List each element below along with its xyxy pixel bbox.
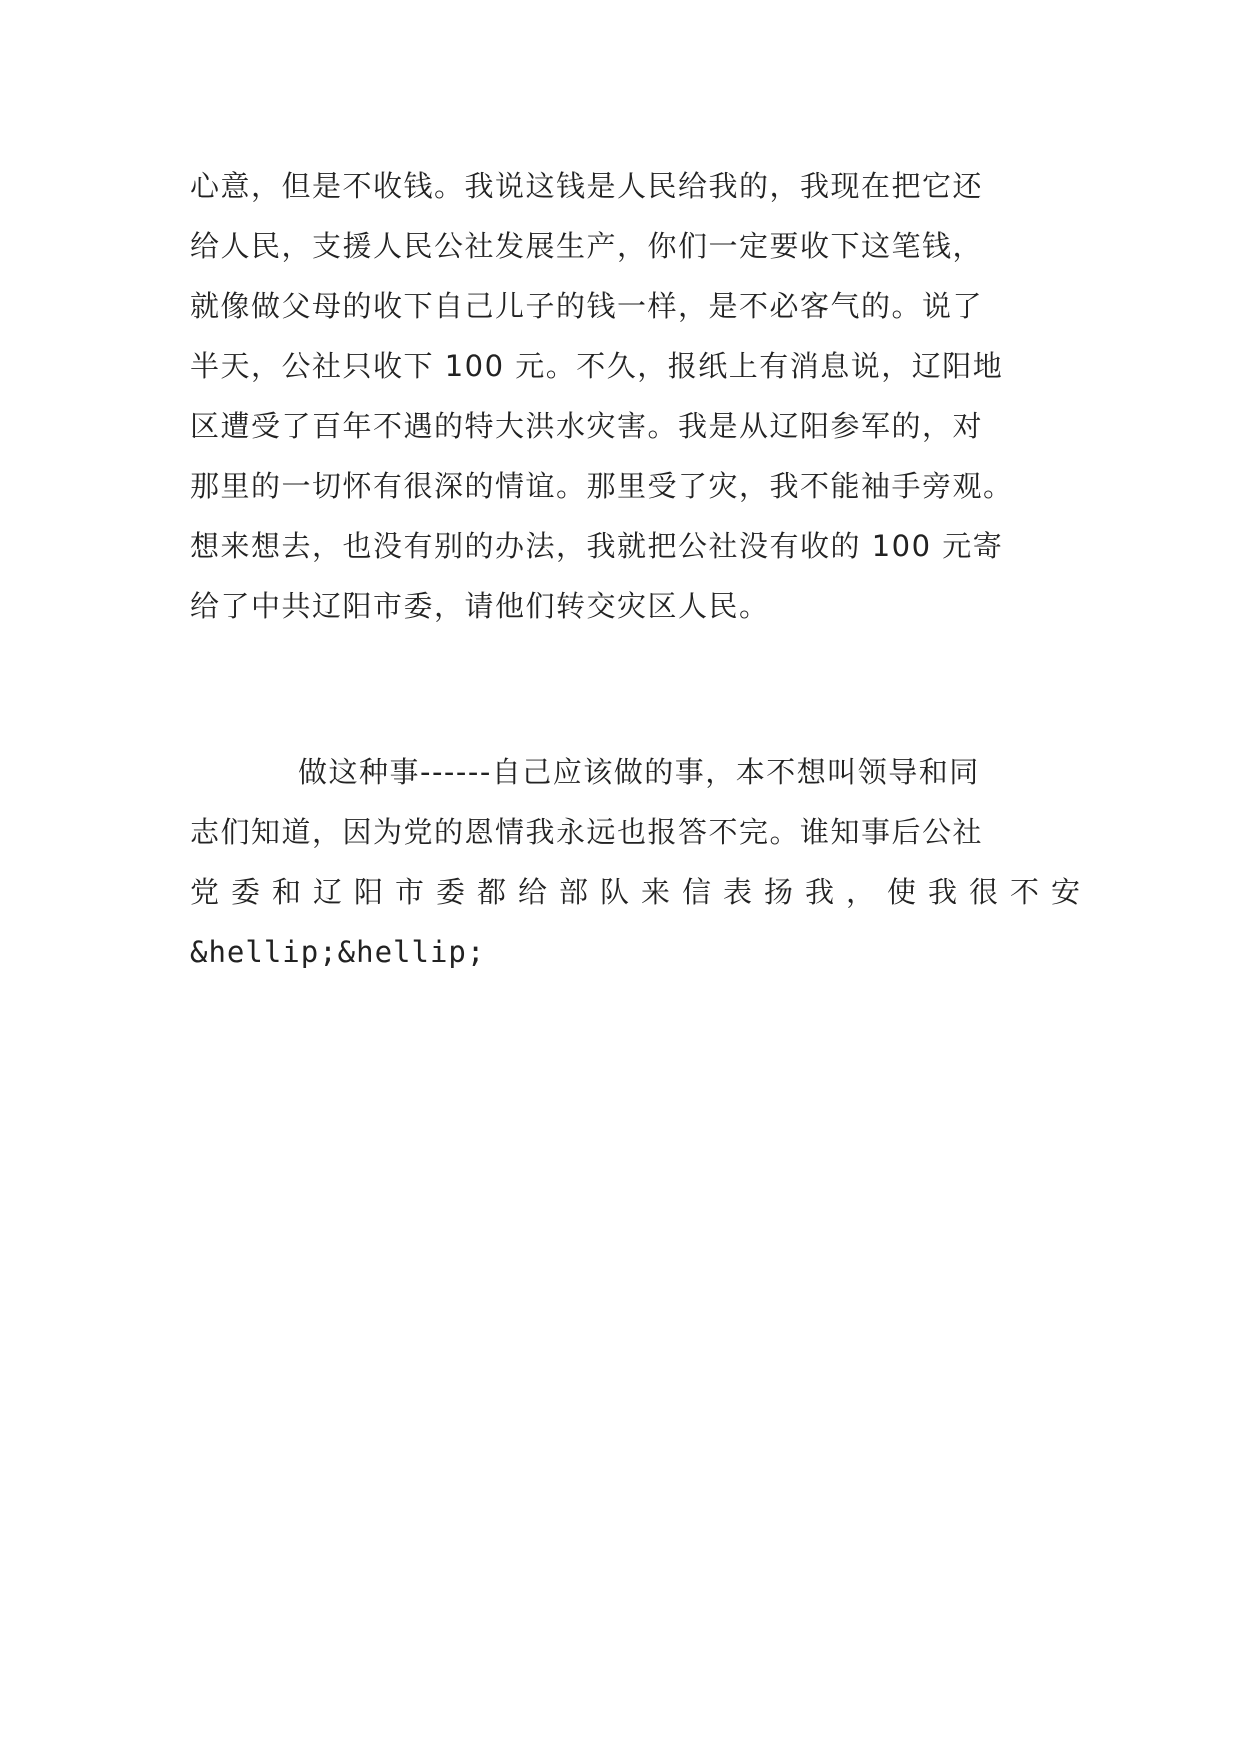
text-line: 半天，公社只收下 100 元。不久，报纸上有消息说，辽阳地 <box>190 349 1004 383</box>
text-line: 志们知道，因为党的恩情我永远也报答不完。谁知事后公社 <box>190 815 984 849</box>
text-line: 给了中共辽阳市委，请他们转交灾区人民。 <box>190 589 770 623</box>
text-line: 区遭受了百年不遇的特大洪水灾害。我是从辽阳参军的，对 <box>190 409 984 443</box>
paragraph-1 <box>190 156 1050 636</box>
text-line: &hellip;&hellip; <box>190 935 486 969</box>
text-line: 做这种事------自己应该做的事，本不想叫领导和同 <box>298 755 980 789</box>
text-line: 就像做父母的收下自己儿子的钱一样，是不必客气的。说了 <box>190 289 984 323</box>
text-line: 想来想去，也没有别的办法，我就把公社没有收的 100 元寄 <box>190 529 1004 563</box>
paragraph-2 <box>190 742 1093 982</box>
text-line: 心意，但是不收钱。我说这钱是人民给我的，我现在把它还 <box>190 169 984 203</box>
text-line: 党委和辽阳市委都给部队来信表扬我，使我很不安 <box>190 875 1093 909</box>
text-line: 那里的一切怀有很深的情谊。那里受了灾，我不能袖手旁观。 <box>190 469 1014 503</box>
text-line: 给人民，支援人民公社发展生产，你们一定要收下这笔钱， <box>190 229 984 263</box>
